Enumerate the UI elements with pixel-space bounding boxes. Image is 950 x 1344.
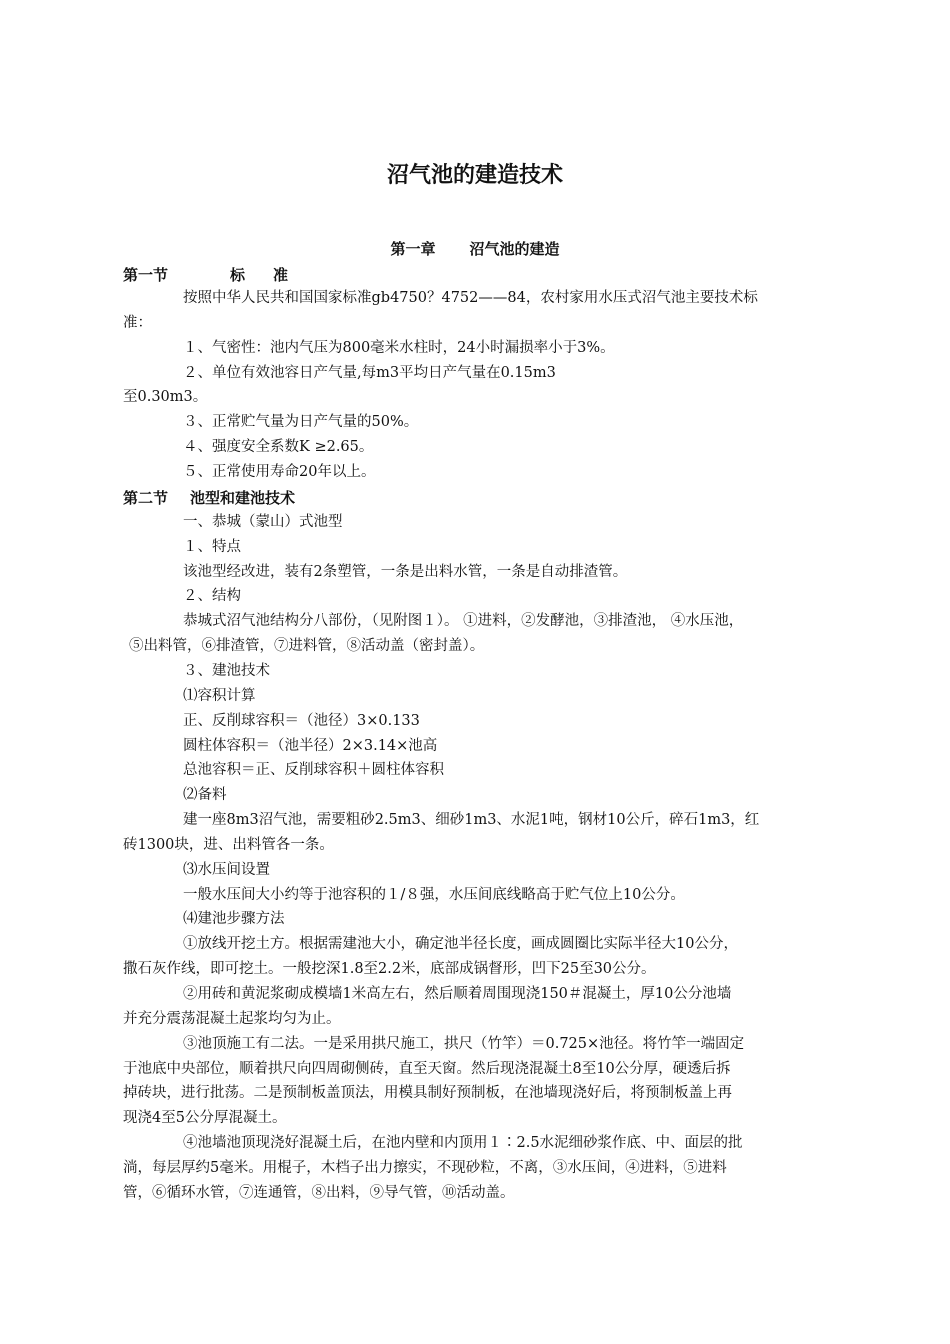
paragraph-line: ⑵备料 xyxy=(183,787,227,803)
paragraph-line: 砖1300块，进、出料管各一条。 xyxy=(123,837,334,853)
paragraph-line: 恭城式沼气池结构分八部份，（见附图１）。 ①进料，②发酵池，③排渣池， ④水压池， xyxy=(183,613,744,629)
paragraph-line: ①放线开挖土方。根据需建池大小，确定池半径长度，画成圆圈比实际半径大10公分， xyxy=(183,936,738,952)
paragraph-line: 正、反削球容积＝（池径）3×0.133 xyxy=(183,713,420,729)
paragraph-line: 按照中华人民共和国国家标准gb4750？4752——84，农村家用水压式沼气池主要技术标 xyxy=(183,290,758,306)
section-number: 第一节 xyxy=(123,266,169,284)
paragraph-line: １、气密性：池内气压为800毫米水柱时，24小时漏损率小于3%。 xyxy=(183,340,615,356)
paragraph-line: ⑶水压间设置 xyxy=(183,862,270,878)
paragraph-line: 建一座8m3沼气池，需要粗砂2.5m3、细砂1m3、水泥1吨，钢材10公斤，碎石1m3，红 xyxy=(183,812,760,828)
paragraph-line: 总池容积＝正、反削球容积＋圆柱体容积 xyxy=(183,762,444,778)
chapter-number: 第一章 xyxy=(390,240,436,258)
paragraph-line: 至0.30m3。 xyxy=(123,389,208,405)
section-title-char: 标 xyxy=(230,266,246,284)
paragraph-line: ５、正常使用寿命20年以上。 xyxy=(183,464,376,480)
paragraph-line: 撒石灰作线，即可挖土。一般挖深1.8至2.2米，底部成锅督形，凹下25至30公分。 xyxy=(123,961,656,977)
section-title-char: 准 xyxy=(273,266,289,284)
section-title: 池型和建池技术 xyxy=(190,489,296,507)
paragraph-line: ３、建池技术 xyxy=(183,663,270,679)
paragraph-line: ④池墙池顶现浇好混凝土后，在池内壁和内顶用１∶2.5水泥细砂浆作底、中、面层的批 xyxy=(183,1135,743,1151)
paragraph-line: ２、结构 xyxy=(183,588,241,604)
paragraph-line: ⑴容积计算 xyxy=(183,688,256,704)
chapter-name: 沼气池的建造 xyxy=(469,240,560,258)
chapter-heading xyxy=(0,238,950,259)
paragraph-line: ⑤出料管，⑥排渣管，⑦进料管，⑧活动盖（密封盖）。 xyxy=(129,638,485,654)
paragraph-line: ②用砖和黄泥浆砌成模墙1米高左右，然后顺着周围现浇150＃混凝土，厚10公分池墙 xyxy=(183,986,732,1002)
section-heading-2 xyxy=(123,487,295,508)
paragraph-line: 圆柱体容积＝（池半径）2×3.14×池高 xyxy=(183,738,438,754)
paragraph-line: 准： xyxy=(123,315,152,331)
paragraph-line: 一、恭城（蒙山）式池型 xyxy=(183,514,343,530)
paragraph-line: 于池底中央部位，顺着拱尺向四周砌侧砖，直至天窗。然后现浇混凝土8至10公分厚，硬透后拆 xyxy=(123,1061,731,1077)
section-number: 第二节 xyxy=(123,489,169,507)
paragraph-line: 该池型经改进，装有2条塑管，一条是出料水管，一条是自动排渣管。 xyxy=(183,564,628,580)
document-title: 沼气池的建造技术 xyxy=(386,163,563,188)
paragraph-line: 淌，每层厚约5毫米。用棍子，木档子出力擦实，不现砂粒，不离，③水压间，④进料，⑤进料 xyxy=(123,1160,727,1176)
paragraph-line: ⑷建池步骤方法 xyxy=(183,911,285,927)
paragraph-line: 掉砖块，进行批荡。二是预制板盖顶法，用模具制好预制板，在池墙现浇好后，将预制板盖上再 xyxy=(123,1085,732,1101)
paragraph-line: ２、单位有效池容日产气量,每m3平均日产气量在0.15m3 xyxy=(183,365,556,381)
paragraph-line: 管，⑥循环水管，⑦连通管，⑧出料，⑨导气管，⑩活动盖。 xyxy=(123,1185,515,1201)
paragraph-line: １、特点 xyxy=(183,539,241,555)
paragraph-line: ③池顶施工有二法。一是采用拱尺施工，拱尺（竹竿）＝0.725×池径。将竹竿一端固定 xyxy=(183,1036,745,1052)
section-heading-1 xyxy=(123,264,288,285)
paragraph-line: ３、正常贮气量为日产气量的50%。 xyxy=(183,414,419,430)
paragraph-line: 一般水压间大小约等于池容积的１/８强，水压间底线略高于贮气位上10公分。 xyxy=(183,887,685,903)
paragraph-line: 现浇4至5公分厚混凝土。 xyxy=(123,1110,287,1126)
paragraph-line: ４、强度安全系数K ≥2.65。 xyxy=(183,439,374,455)
paragraph-line: 并充分震荡混凝土起浆均匀为止。 xyxy=(123,1011,341,1027)
